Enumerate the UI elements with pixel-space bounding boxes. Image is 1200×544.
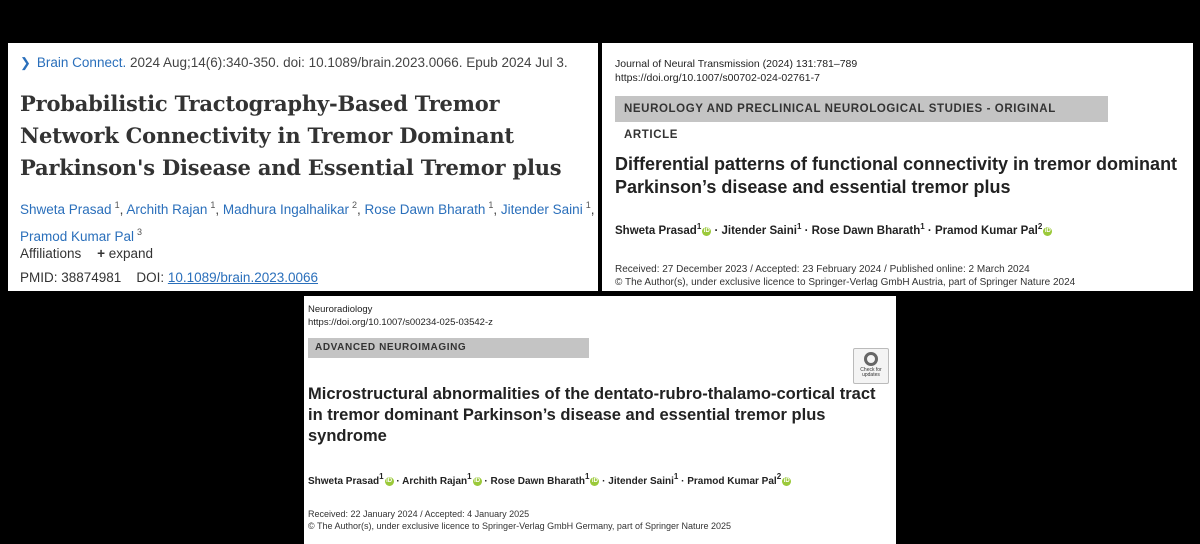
expand-button[interactable]: expand (108, 246, 154, 261)
affiliation-number[interactable]: 1 (585, 200, 591, 210)
citation-line (20, 55, 568, 71)
section-banner: NEUROLOGY AND PRECLINICAL NEUROLOGICAL STUDIES - ORIGINAL ARTICLE (615, 96, 1108, 122)
author-name: Pramod Kumar Pal (934, 225, 1038, 237)
publication-dates (615, 263, 1075, 289)
affiliation-number: 1 (467, 472, 472, 481)
journal-header (308, 303, 493, 329)
author-link[interactable]: Jitender Saini (500, 202, 583, 217)
affiliation-number[interactable]: 1 (488, 200, 494, 210)
author-name: Pramod Kumar Pal (687, 476, 777, 487)
affiliation-number: 1 (379, 472, 384, 481)
journal-header (615, 57, 857, 85)
dates-line: Received: 22 January 2024 / Accepted: 4 January 2025 (308, 509, 530, 519)
affiliation-number: 2 (1037, 222, 1043, 231)
copyright-line: © The Author(s), under exclusive licence to Springer-Verlag GmbH Austria, part of Springer Nature 2024 (615, 277, 1076, 288)
orcid-icon[interactable]: iD (783, 478, 790, 484)
jnt-article-panel (602, 43, 1193, 291)
affiliation-number: 1 (673, 472, 679, 481)
doi-link[interactable]: 10.1089/brain.2023.0066 (167, 270, 319, 285)
identifiers-row (20, 270, 318, 285)
affiliation-number[interactable]: 1 (210, 200, 216, 210)
author-list: Shweta Prasad$^1$ iD · Jitender Saini$^1$ · Rose Dawn Bharath$^1$ · Pramod Kumar Pal$^2$ iD (615, 222, 1051, 237)
affiliation-number: 1 (696, 222, 702, 231)
author-link[interactable]: Madhura Ingalhalikar (222, 202, 349, 217)
journal-name: Neuroradiology (308, 304, 373, 315)
article-title: Probabilistic Tractography-Based Tremor Network Connectivity in Tremor Dominant Parkinson's Disease and Essential Tremor plus (20, 91, 562, 180)
check-for-updates-badge[interactable] (853, 348, 889, 384)
article-title: Microstructural abnormalities of the dentato-rubro-thalamo-cortical tract in tremor dominant Parkinson’s disease and essential tremor plus syndrome (308, 385, 876, 445)
orcid-icon[interactable]: iD (386, 478, 393, 484)
doi-label: DOI: (136, 270, 165, 285)
doi-url[interactable]: https://doi.org/10.1007/s00702-024-02761-7 (615, 72, 820, 84)
affiliations-row (20, 246, 153, 261)
affiliation-number: 1 (920, 222, 925, 231)
author-link[interactable]: Shweta Prasad (20, 202, 112, 217)
affiliation-number[interactable]: 3 (137, 227, 143, 237)
orcid-icon[interactable]: iD (703, 228, 710, 234)
author-name: Shweta Prasad (308, 476, 380, 487)
affiliation-number[interactable]: 1 (114, 200, 120, 210)
affiliation-number: 1 (584, 472, 590, 481)
citation-details: 2024 Aug;14(6):340-350. doi: 10.1089/brain.2023.0066. Epub 2024 Jul 3. (126, 55, 568, 70)
orcid-icon[interactable]: iD (591, 478, 598, 484)
author-list: Shweta Prasad$^1$ iD · Archith Rajan$^1$ iD · Rose Dawn Bharath$^1$ iD · Jitender Saini$^1$ · Pramod Kumar Pal$^2$ iD (308, 472, 790, 487)
affiliations-label: Affiliations (20, 246, 82, 261)
chevron-right-icon[interactable]: ❯ (20, 55, 31, 70)
journal-citation: Journal of Neural Transmission (2024) 131:781–789 (615, 58, 858, 70)
article-title: Differential patterns of functional connectivity in tremor dominant Parkinson’s disease and essential tremor plus (615, 154, 1178, 197)
copyright-line: © The Author(s), under exclusive licence to Springer-Verlag GmbH Germany, part of Springer Nature 2025 (308, 521, 731, 531)
author-link[interactable]: Archith Rajan (126, 202, 208, 217)
doi-url[interactable]: https://doi.org/10.1007/s00234-025-03542-z (308, 317, 493, 328)
check-label: Check for updates (860, 367, 882, 378)
pmid: PMID: 38874981 (20, 270, 122, 285)
author-link[interactable]: Pramod Kumar Pal (20, 229, 135, 244)
orcid-icon[interactable]: iD (474, 478, 481, 484)
bookmark-icon (864, 352, 878, 366)
author-name: Jitender Saini (721, 225, 797, 237)
affiliation-number: 2 (776, 472, 782, 481)
plus-icon[interactable]: + (97, 246, 105, 261)
author-name: Rose Dawn Bharath (490, 476, 585, 487)
author-name: Rose Dawn Bharath (811, 225, 921, 237)
pubmed-record-panel (8, 43, 598, 291)
affiliation-number[interactable]: 2 (352, 200, 358, 210)
journal-link[interactable]: Brain Connect. (36, 55, 127, 70)
orcid-icon[interactable]: iD (1044, 228, 1051, 234)
author-name: Archith Rajan (402, 476, 468, 487)
section-banner: ADVANCED NEUROIMAGING (308, 338, 589, 358)
affiliation-number: 1 (796, 222, 802, 231)
author-list: Shweta Prasad $^1$, Archith Rajan $^1$, Madhura Ingalhalikar $^2$, Rose Dawn Bharath $^1$, Jitender Saini $^1$, Pramod Kumar Pal $^3$ (20, 200, 595, 244)
publication-dates (308, 508, 731, 532)
dates-line: Received: 27 December 2023 / Accepted: 23 February 2024 / Published online: 2 March 2024 (615, 264, 1030, 275)
author-link[interactable]: Rose Dawn Bharath (364, 202, 486, 217)
neuroradiology-article-panel (304, 296, 896, 544)
author-name: Jitender Saini (608, 476, 674, 487)
author-name: Shweta Prasad (615, 225, 697, 237)
